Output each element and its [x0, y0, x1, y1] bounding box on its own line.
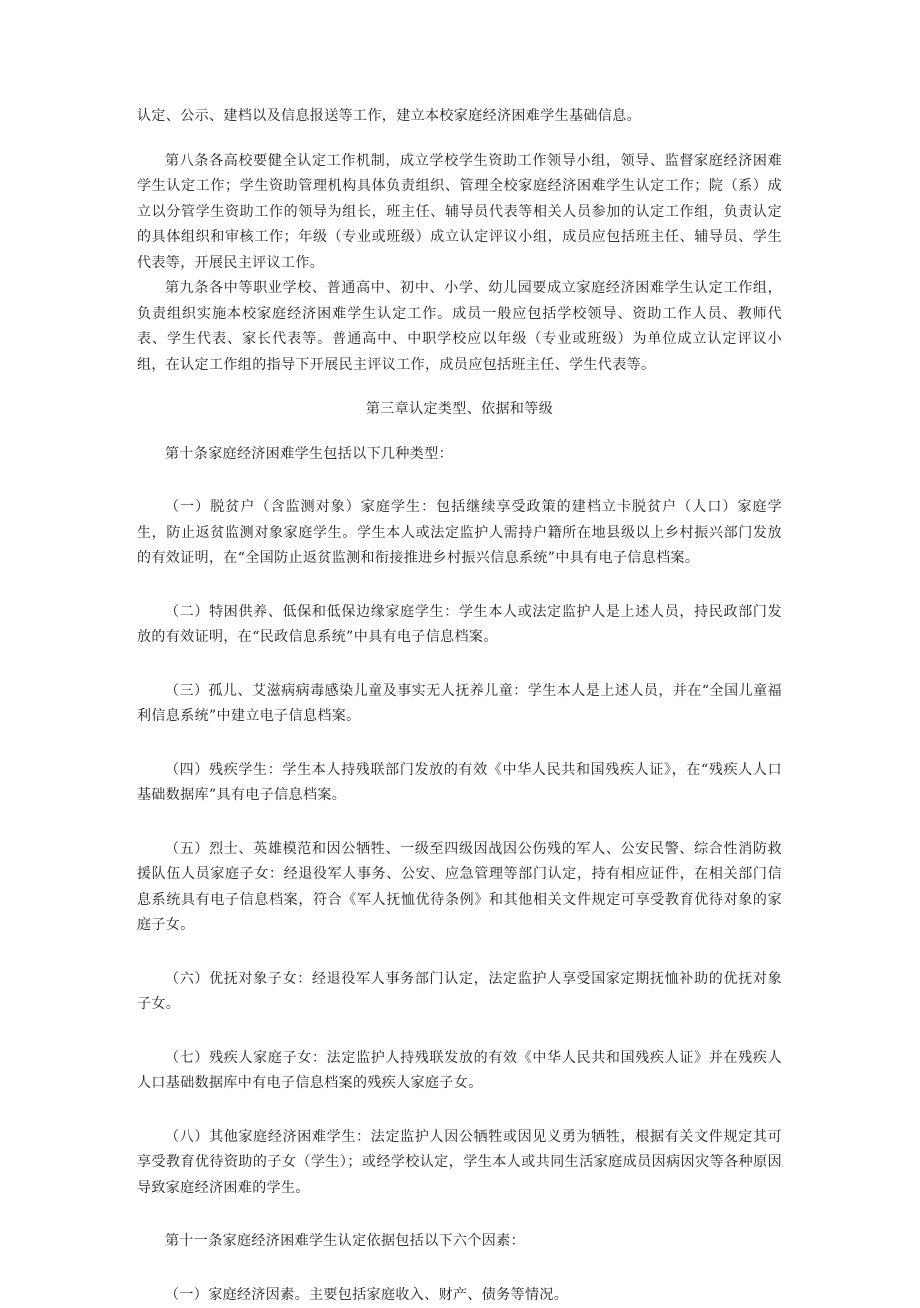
factor-1: （一）家庭经济因素。主要包括家庭收入、财产、债务等情况。	[137, 1283, 782, 1308]
article-9: 第九条各中等职业学校、普通高中、初中、小学、幼儿园要成立家庭经济困难学生认定工作组，负责组织实施本校家庭经济困难学生认定工作。成员一般应包括学校领导、资助工作人员、教师代表、学生代表、家长代表等。普通高中、中职学校应以年级（专业或班级）为单位成立认定评议小组，在认定工作组的指导下开展民主评议工作，成员应包括班主任、学生代表等。	[137, 276, 782, 378]
type-5: （五）烈士、英雄模范和因公牺牲、一级至四级因战因公伤残的军人、公安民警、综合性消防救援队伍人员家庭子女：经退役军人事务、公安、应急管理等部门认定，持有相应证件，在相关部门信息系统具有电子信息档案，符合《军人抚恤优待条例》和其他相关文件规定可享受教育优待对象的家庭子女。	[137, 837, 782, 939]
type-7: （七）残疾人家庭子女：法定监护人持残联发放的有效《中华人民共和国残疾人证》并在残疾人人口基础数据库中有电子信息档案的残疾人家庭子女。	[137, 1046, 782, 1097]
article-8: 第八条各高校要健全认定工作机制，成立学校学生资助工作领导小组，领导、监督家庭经济困难学生认定工作；学生资助管理机构具体负责组织、管理全校家庭经济困难学生认定工作；院（系）成立以分管学生资助工作的领导为组长，班主任、辅导员代表等相关人员参加的认定工作组，负责认定的具体组织和审核工作；年级（专业或班级）成立认定评议小组，成员应包括班主任、辅导员、学生代表等，开展民主评议工作。	[137, 149, 782, 277]
type-4: （四）残疾学生：学生本人持残联部门发放的有效《中华人民共和国残疾人证》，在“残疾人人口基础数据库”具有电子信息档案。	[137, 758, 782, 809]
document-page	[137, 104, 782, 1308]
type-3: （三）孤儿、艾滋病病毒感染儿童及事实无人抚养儿童：学生本人是上述人员，并在“全国儿童福利信息系统”中建立电子信息档案。	[137, 679, 782, 730]
paragraph-continuation: 认定、公示、建档以及信息报送等工作，建立本校家庭经济困难学生基础信息。	[137, 104, 782, 130]
type-2: （二）特困供养、低保和低保边缘家庭学生：学生本人或法定监护人是上述人员，持民政部门发放的有效证明，在“民政信息系统”中具有电子信息档案。	[137, 600, 782, 651]
type-6: （六）优抚对象子女：经退役军人事务部门认定，法定监护人享受国家定期抚恤补助的优抚对象子女。	[137, 967, 782, 1018]
chapter-3-title: 第三章认定类型、依据和等级	[137, 397, 782, 423]
type-8: （八）其他家庭经济困难学生：法定监护人因公牺牲或因见义勇为牺牲，根据有关文件规定其可享受教育优待资助的子女（学生）；或经学校认定，学生本人或共同生活家庭成员因病因灾等各种原因导致家庭经济困难的学生。	[137, 1125, 782, 1202]
article-10: 第十条家庭经济困难学生包括以下几种类型：	[137, 442, 782, 468]
type-1: （一）脱贫户（含监测对象）家庭学生：包括继续享受政策的建档立卡脱贫户（人口）家庭学生，防止返贫监测对象家庭学生。学生本人或法定监护人需持户籍所在地县级以上乡村振兴部门发放的有效证明，在“全国防止返贫监测和衔接推进乡村振兴信息系统”中具有电子信息档案。	[137, 495, 782, 572]
article-11: 第十一条家庭经济困难学生认定依据包括以下六个因素：	[137, 1229, 782, 1255]
